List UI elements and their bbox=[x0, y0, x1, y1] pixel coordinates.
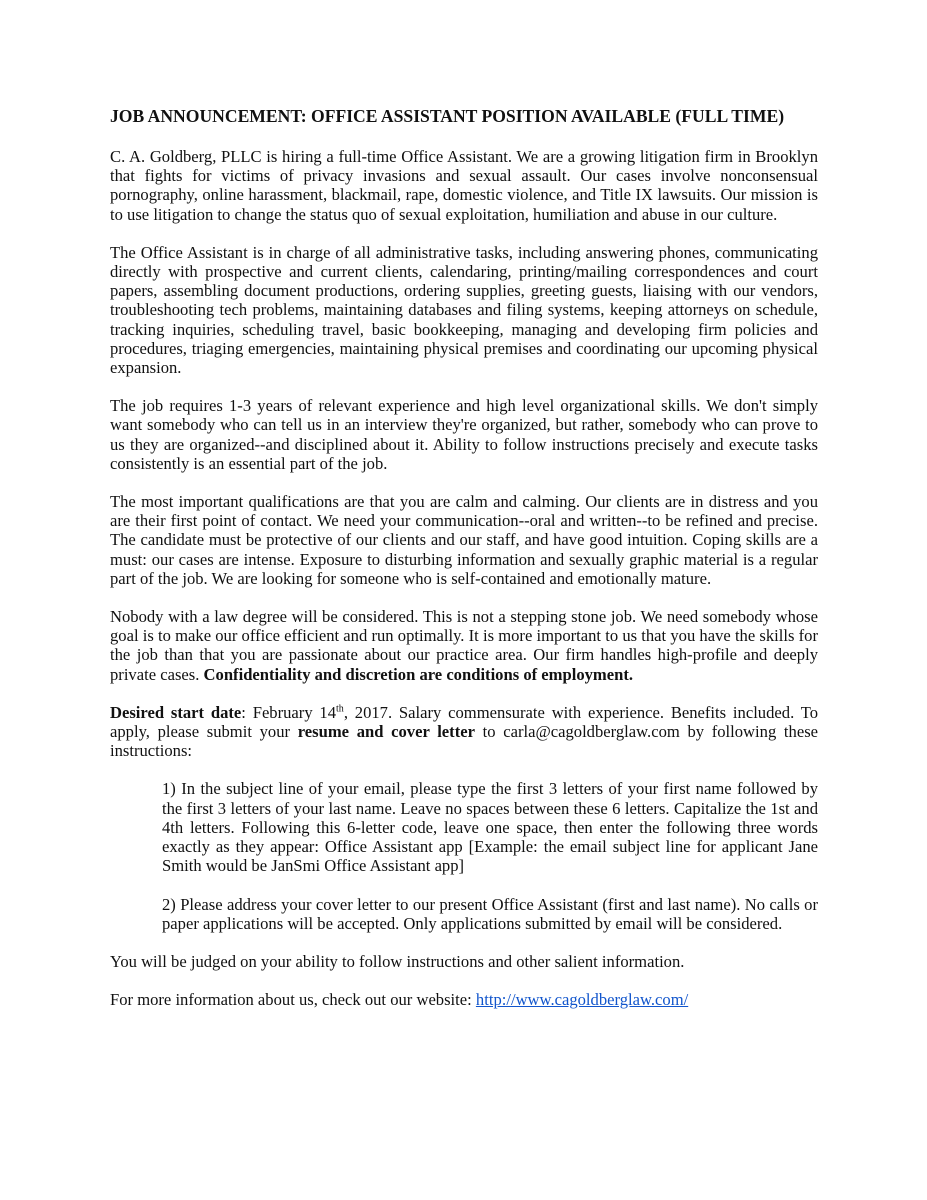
no-law-degree-text: Nobody with a law degree will be considered. This is not a stepping stone job. We need somebody whose goal is to make our office efficient and run optimally. It is more important to us that you have the skills for the job than that you are passionate about our practice area. Our firm handles high-profile and deeply private cases. bbox=[110, 607, 818, 684]
start-date-label: Desired start date bbox=[110, 702, 242, 722]
confidentiality-notice: Confidentiality and discretion are conditions of employment. bbox=[203, 664, 633, 684]
instruction-item: 2) Please address your cover letter to our present Office Assistant (first and last name). No calls or paper applications will be accepted. Only applications submitted by email will be considered. bbox=[162, 894, 818, 933]
no-law-degree-paragraph bbox=[110, 607, 818, 684]
salary-apply-text: , 2017. Salary commensurate with experience. Benefits included. To apply, please submit your bbox=[110, 702, 818, 742]
document-page bbox=[110, 104, 818, 1028]
page-title: JOB ANNOUNCEMENT: OFFICE ASSISTANT POSITION AVAILABLE (FULL TIME) bbox=[110, 106, 785, 126]
instruction-item: 1) In the subject line of your email, please type the first 3 letters of your first name followed by the first 3 letters of your last name. Leave no spaces between these 6 letters. Capitalize the 1st and 4th letters. Following this 6-letter code, leave one space, then enter the following three words exactly as they appear: Office Assistant app [Example: the email subject line for applicant Jane Smith would be JanSmi Office Assistant app] bbox=[162, 779, 818, 876]
intro-paragraph: C. A. Goldberg, PLLC is hiring a full-time Office Assistant. We are a growing litigation firm in Brooklyn that fights for victims of privacy invasions and sexual assault. Our cases involve nonconsensual pornography, online harassment, blackmail, rape, domestic violence, and Title IX lawsuits. Our mission is to use litigation to change the status quo of sexual exploitation, humiliation and abuse in our culture. bbox=[110, 147, 818, 224]
email-instructions-text: to carla@cagoldberglaw.com by following these instructions: bbox=[110, 722, 819, 761]
resume-cover-letter: resume and cover letter bbox=[297, 722, 475, 742]
start-date-ordinal: th bbox=[336, 703, 344, 715]
qualifications-paragraph: The most important qualifications are that you are calm and calming. Our clients are in distress and you are their first point of contact. We need your communication--oral and written--to be refined and precise. The candidate must be protective of our clients and our staff, and have good intuition. Coping skills are a must: our cases are intense. Exposure to disturbing information and sexually graphic material is a regular part of the job. We are looking for someone who is self-contained and emotionally mature. bbox=[110, 492, 818, 588]
requirements-paragraph: The job requires 1-3 years of relevant experience and high level organizational skills. We don't simply want somebody who can tell us in an interview they're organized, but rather, somebody who can prove to us they are organized--and disciplined about it. Ability to follow instructions precisely and execute tasks consistently is an essential part of the job. bbox=[110, 396, 818, 473]
start-date-text: : February 14 bbox=[241, 702, 337, 722]
website-link[interactable]: http://www.cagoldberglaw.com/ bbox=[475, 990, 689, 1010]
more-info-text: For more information about us, check out our website: bbox=[110, 990, 472, 1010]
more-info-line bbox=[110, 990, 818, 1009]
duties-paragraph: The Office Assistant is in charge of all administrative tasks, including answering phones, communicating directly with prospective and current clients, calendaring, printing/mailing correspondences and court papers, assembling document productions, ordering supplies, greeting guests, liaising with our vendors, troubleshooting tech problems, maintaining databases and filing systems, keeping attorneys on schedule, tracking inquiries, scheduling travel, basic bookkeeping, managing and developing firm policies and procedures, triaging emergencies, maintaining physical premises and coordinating our upcoming physical expansion. bbox=[110, 242, 818, 378]
start-date-paragraph bbox=[110, 703, 818, 761]
judged-note: You will be judged on your ability to follow instructions and other salient information. bbox=[110, 951, 685, 971]
